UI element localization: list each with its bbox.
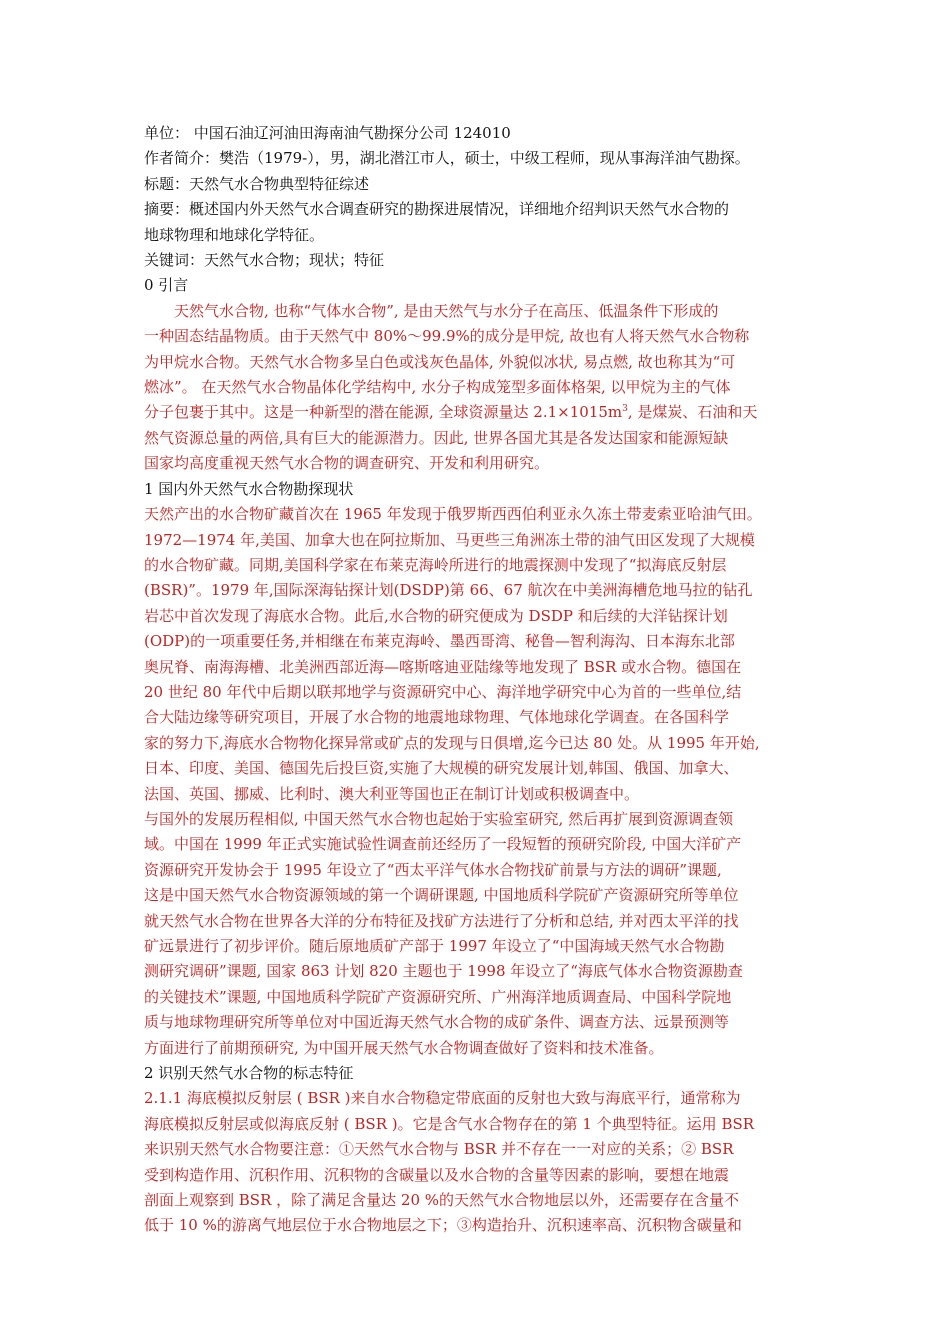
status-line: 天然产出的水合物矿藏首次在 1965 年发现于俄罗斯西西伯利亚永久冻土带麦索亚哈油气田。 — [144, 505, 762, 524]
section-heading-features: 2 识别天然气水合物的标志特征 — [144, 1064, 354, 1083]
intro-line: 一种固态结晶物质。由于天然气中 80%～99.9%的成分是甲烷, 故也有人将天然气水合物称 — [144, 327, 750, 346]
document-page — [144, 121, 812, 1239]
status-line: 的关键技术”课题, 中国地质科学院矿产资源研究所、广州海洋地质调查局、中国科学院地 — [144, 987, 732, 1006]
status-line: 奥尻脊、南海海槽、北美洲西部近海—喀斯喀迪亚陆缘等地发现了 BSR 或水合物。德国在 — [144, 657, 742, 676]
status-line: (ODP)的一项重要任务,并相继在布莱克海岭、墨西哥湾、秘鲁—智利海沟、日本海东北部 — [144, 632, 735, 651]
features-line: 2.1.1 海底模拟反射层 ( BSR )来自水合物稳定带底面的反射也大致与海底平行，通常称为 — [144, 1089, 741, 1108]
status-line: 与国外的发展历程相似, 中国天然气水合物也起始于实验室研究, 然后再扩展到资源调查领 — [144, 809, 734, 828]
status-line: 方面进行了前期预研究, 为中国开展天然气水合物调查做好了资料和技术准备。 — [144, 1038, 664, 1057]
status-line: 1972—1974 年,美国、加拿大也在阿拉斯加、马更些三角洲冻土带的油气田区发现了大规模 — [144, 530, 755, 549]
status-line: 的水合物矿藏。同期,美国科学家在布莱克海岭所进行的地震探测中发现了“拟海底反射层 — [144, 555, 727, 574]
intro-line: 然气资源总量的两倍,具有巨大的能源潜力。因此, 世界各国尤其是各发达国家和能源短缺 — [144, 428, 729, 447]
status-line: 域。中国在 1999 年正式实施试验性调查前还经历了一段短暂的预研究阶段, 中国大洋矿产 — [144, 835, 742, 854]
status-line: (BSR)”。1979 年,国际深海钻探计划(DSDP)第 66、67 航次在中美洲海槽危地马拉的钻孔 — [144, 581, 753, 600]
status-line: 质与地球物理研究所等单位对中国近海天然气水合物的成矿条件、调查方法、远景预测等 — [144, 1013, 730, 1032]
intro-line: 国家均高度重视天然气水合物的调查研究、开发和利用研究。 — [144, 454, 550, 473]
status-line: 就天然气水合物在世界各大洋的分布特征及找矿方法进行了分析和总结, 并对西太平洋的找 — [144, 911, 739, 930]
features-line: 受到构造作用、沉积作用、沉积物的含碳量以及水合物的含量等因素的影响，要想在地震 — [144, 1165, 730, 1184]
intro-line: 燃冰”。 在天然气水合物晶体化学结构中, 水分子构成笼型多面体格架, 以甲烷为主的气体 — [144, 378, 731, 397]
features-line: 低于 10 %的游离气地层位于水合物地层之下；③构造抬升、沉积速率高、沉积物含碳量和 — [144, 1216, 742, 1235]
title-line: 标题：天然气水合物典型特征综述 — [144, 174, 370, 193]
keywords-line: 关键词：天然气水合物；现状；特征 — [144, 251, 385, 270]
features-line: 海底模拟反射层或似海底反射 ( BSR )。它是含气水合物存在的第 1 个典型特征。运用 BSR — [144, 1114, 755, 1133]
abstract-line: 摘要：概述国内外天然气水合调查研究的勘探进展情况，详细地介绍判识天然气水合物的 — [144, 200, 730, 219]
status-line: 岩芯中首次发现了海底水合物。此后,水合物的研究便成为 DSDP 和后续的大洋钻探计划 — [144, 606, 728, 625]
status-line: 合大陆边缘等研究项目，开展了水合物的地震地球物理、气体地球化学调查。在各国科学 — [144, 708, 730, 727]
status-line: 这是中国天然气水合物资源领域的第一个调研课题, 中国地质科学院矿产资源研究所等单位 — [144, 886, 739, 905]
section-heading-intro: 0 引言 — [144, 276, 189, 295]
status-line: 家的努力下,海底水合物物化探异常或矿点的发现与日俱增,迄今已达 80 处。从 1995 年开始, — [144, 733, 760, 752]
intro-line: 天然气水合物, 也称“气体水合物”, 是由天然气与水分子在高压、低温条件下形成的 — [174, 301, 719, 320]
intro-line: 为甲烷水合物。天然气水合物多呈白色或浅灰色晶体, 外貌似冰状, 易点燃, 故也称其为“可 — [144, 352, 736, 371]
status-line: 测研究调研”课题, 国家 863 计划 820 主题也于 1998 年设立了“海底气体水合物资源勘查 — [144, 962, 743, 981]
intro-line — [144, 400, 812, 425]
intro-line-text: 分子包裹于其中。这是一种新型的潜在能源, 全球资源量达 2.1×1015m — [144, 403, 623, 422]
features-line: 来识别天然气水合物要注意：①天然气水合物与 BSR 并不存在一一对应的关系；② BSR — [144, 1140, 734, 1159]
section-heading-status: 1 国内外天然气水合物勘探现状 — [144, 479, 354, 498]
abstract-line: 地球物理和地球化学特征。 — [144, 225, 325, 244]
author-line: 作者简介：樊浩（1979-），男，湖北潜江市人，硕士，中级工程师，现从事海洋油气勘探。 — [144, 149, 750, 168]
intro-line-tail: , 是煤炭、石油和天 — [627, 403, 758, 422]
status-line: 矿远景进行了初步评价。随后原地质矿产部于 1997 年设立了“中国海域天然气水合物勘 — [144, 937, 725, 955]
features-line: 剖面上观察到 BSR ，除了满足含量达 20 %的天然气水合物地层以外，还需要存在含量不 — [144, 1191, 740, 1210]
status-line: 日本、印度、美国、德国先后投巨资,实施了大规模的研究发展计划,韩国、俄国、加拿大、 — [144, 759, 739, 778]
superscript: 3 — [622, 404, 628, 415]
status-line: 资源研究开发协会于 1995 年设立了“西太平洋气体水合物找矿前景与方法的调研”课题, — [144, 860, 722, 879]
unit-line: 单位： 中国石油辽河油田海南油气勘探分公司 124010 — [144, 124, 511, 142]
status-line: 法国、英国、挪威、比利时、澳大利亚等国也正在制订计划或积极调查中。 — [144, 784, 640, 803]
status-line: 20 世纪 80 年代中后期以联邦地学与资源研究中心、海洋地学研究中心为首的一些单位,结 — [144, 682, 742, 701]
